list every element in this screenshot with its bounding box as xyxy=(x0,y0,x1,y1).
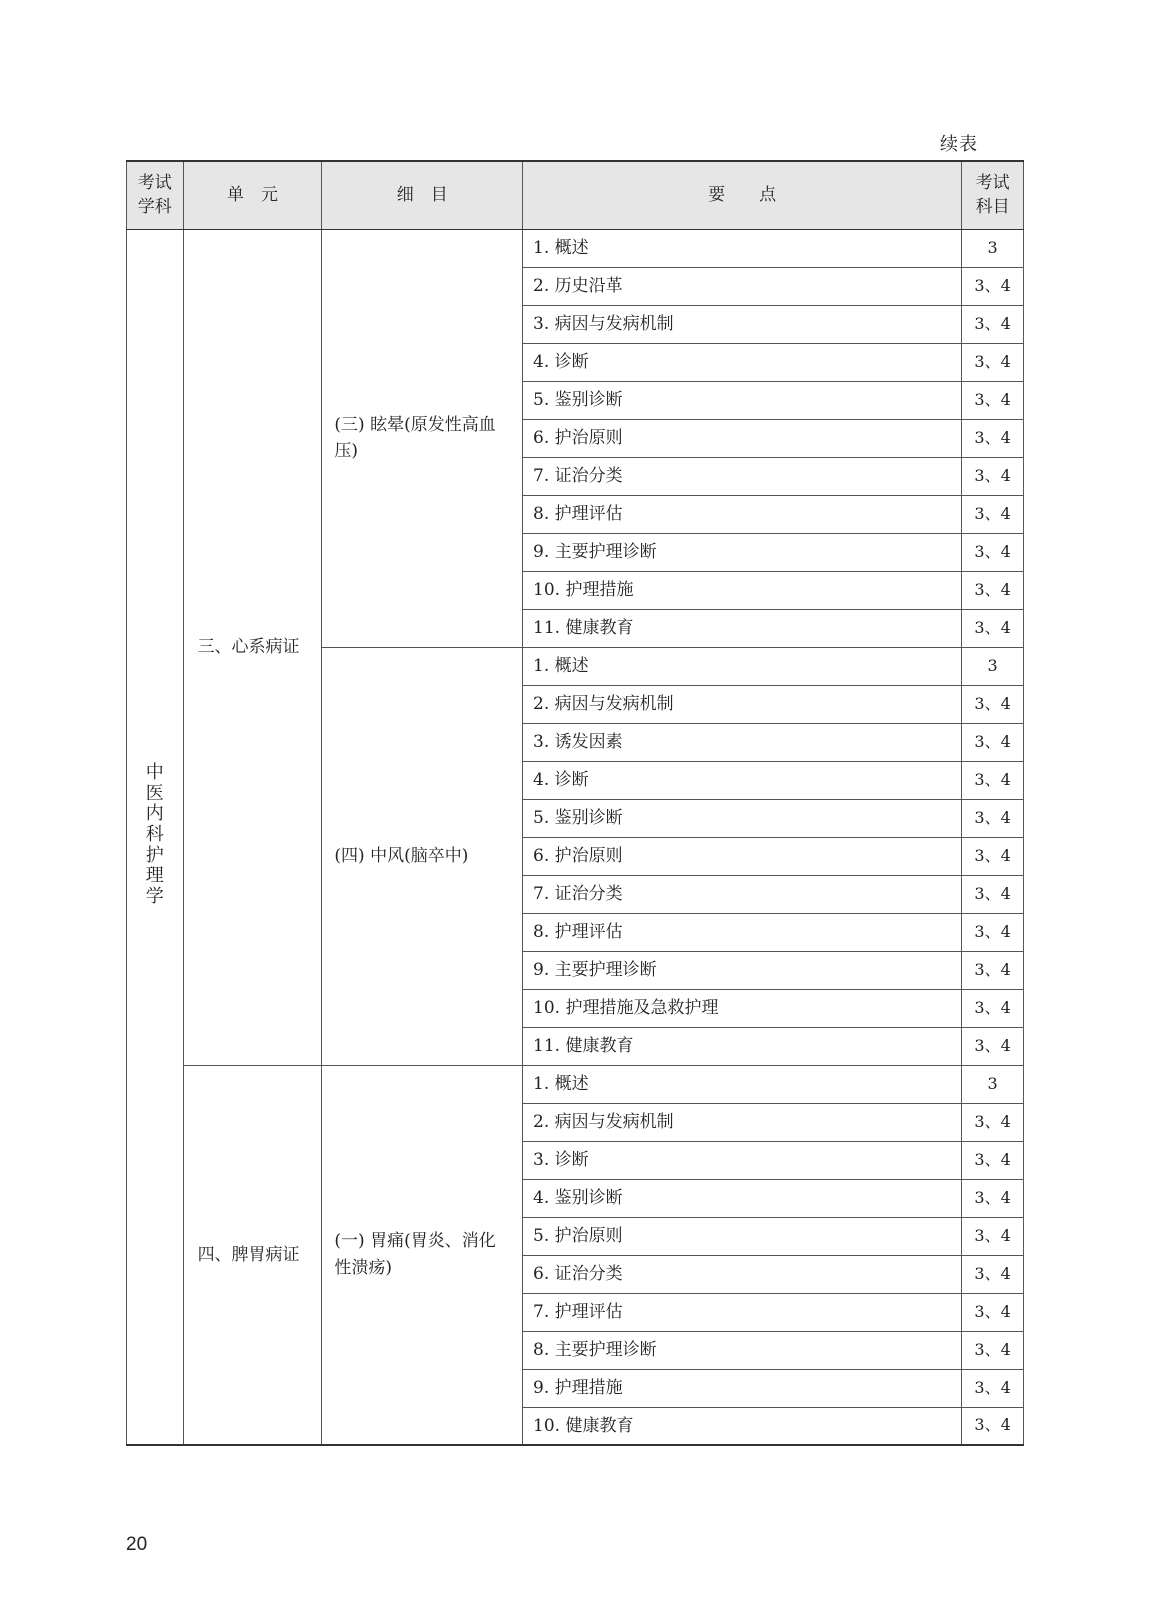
header-row xyxy=(127,161,1024,229)
exam-code: 3、4 xyxy=(962,799,1024,837)
exam-code: 3、4 xyxy=(962,1027,1024,1065)
point-text: 10. 护理措施及急救护理 xyxy=(523,989,962,1027)
exam-code: 3、4 xyxy=(962,761,1024,799)
unit-cell: 三、心系病证 xyxy=(183,229,322,1065)
point-text: 2. 病因与发病机制 xyxy=(523,685,962,723)
point-text: 1. 概述 xyxy=(523,647,962,685)
point-text: 10. 护理措施 xyxy=(523,571,962,609)
point-text: 6. 护治原则 xyxy=(523,837,962,875)
point-text: 11. 健康教育 xyxy=(523,609,962,647)
point-text: 9. 主要护理诊断 xyxy=(523,951,962,989)
point-text: 1. 概述 xyxy=(523,1065,962,1103)
exam-code: 3、4 xyxy=(962,1369,1024,1407)
point-text: 7. 护理评估 xyxy=(523,1293,962,1331)
point-text: 2. 病因与发病机制 xyxy=(523,1103,962,1141)
point-text: 8. 护理评估 xyxy=(523,495,962,533)
table-row xyxy=(127,1065,1024,1103)
exam-code: 3 xyxy=(962,229,1024,267)
exam-code: 3、4 xyxy=(962,533,1024,571)
point-text: 5. 鉴别诊断 xyxy=(523,799,962,837)
exam-code: 3、4 xyxy=(962,1255,1024,1293)
exam-code: 3、4 xyxy=(962,685,1024,723)
point-text: 1. 概述 xyxy=(523,229,962,267)
exam-code: 3、4 xyxy=(962,875,1024,913)
point-text: 7. 证治分类 xyxy=(523,875,962,913)
point-text: 3. 病因与发病机制 xyxy=(523,305,962,343)
exam-code: 3、4 xyxy=(962,609,1024,647)
exam-code: 3、4 xyxy=(962,1331,1024,1369)
exam-code: 3、4 xyxy=(962,381,1024,419)
point-text: 11. 健康教育 xyxy=(523,1027,962,1065)
exam-code: 3、4 xyxy=(962,419,1024,457)
point-text: 3. 诱发因素 xyxy=(523,723,962,761)
exam-code: 3 xyxy=(962,647,1024,685)
subject-cell xyxy=(127,229,184,1445)
point-text: 9. 主要护理诊断 xyxy=(523,533,962,571)
exam-code: 3 xyxy=(962,1065,1024,1103)
detail-cell: (一) 胃痛(胃炎、消化性溃疡) xyxy=(322,1065,523,1445)
table-row xyxy=(127,229,1024,267)
exam-code: 3、4 xyxy=(962,343,1024,381)
exam-code: 3、4 xyxy=(962,723,1024,761)
exam-code: 3、4 xyxy=(962,495,1024,533)
point-text: 8. 护理评估 xyxy=(523,913,962,951)
header-point: 要 点 xyxy=(523,161,962,229)
point-text: 3. 诊断 xyxy=(523,1141,962,1179)
exam-code: 3、4 xyxy=(962,1407,1024,1445)
point-text: 6. 证治分类 xyxy=(523,1255,962,1293)
detail-cell: (三) 眩晕(原发性高血压) xyxy=(322,229,523,647)
unit-cell: 四、脾胃病证 xyxy=(183,1065,322,1445)
exam-code: 3、4 xyxy=(962,837,1024,875)
continued-label: 续表 xyxy=(940,134,978,155)
header-exam: 考试 科目 xyxy=(962,161,1024,229)
header-subject: 考试 学科 xyxy=(127,161,184,229)
exam-code: 3、4 xyxy=(962,989,1024,1027)
point-text: 5. 鉴别诊断 xyxy=(523,381,962,419)
header-detail: 细 目 xyxy=(322,161,523,229)
point-text: 4. 诊断 xyxy=(523,761,962,799)
point-text: 7. 证治分类 xyxy=(523,457,962,495)
exam-code: 3、4 xyxy=(962,1217,1024,1255)
point-text: 4. 诊断 xyxy=(523,343,962,381)
exam-code: 3、4 xyxy=(962,267,1024,305)
syllabus-table xyxy=(126,160,1024,1446)
subject-label: 中医内科护理学 xyxy=(145,762,164,908)
exam-code: 3、4 xyxy=(962,1141,1024,1179)
exam-code: 3、4 xyxy=(962,457,1024,495)
point-text: 5. 护治原则 xyxy=(523,1217,962,1255)
table-body xyxy=(127,229,1024,1445)
exam-code: 3、4 xyxy=(962,1103,1024,1141)
point-text: 2. 历史沿革 xyxy=(523,267,962,305)
exam-code: 3、4 xyxy=(962,305,1024,343)
exam-code: 3、4 xyxy=(962,1293,1024,1331)
point-text: 4. 鉴别诊断 xyxy=(523,1179,962,1217)
detail-cell: (四) 中风(脑卒中) xyxy=(322,647,523,1065)
point-text: 9. 护理措施 xyxy=(523,1369,962,1407)
exam-code: 3、4 xyxy=(962,913,1024,951)
header-unit: 单 元 xyxy=(183,161,322,229)
exam-code: 3、4 xyxy=(962,951,1024,989)
exam-code: 3、4 xyxy=(962,571,1024,609)
exam-code: 3、4 xyxy=(962,1179,1024,1217)
point-text: 8. 主要护理诊断 xyxy=(523,1331,962,1369)
point-text: 6. 护治原则 xyxy=(523,419,962,457)
point-text: 10. 健康教育 xyxy=(523,1407,962,1445)
page-number: 20 xyxy=(126,1534,148,1555)
